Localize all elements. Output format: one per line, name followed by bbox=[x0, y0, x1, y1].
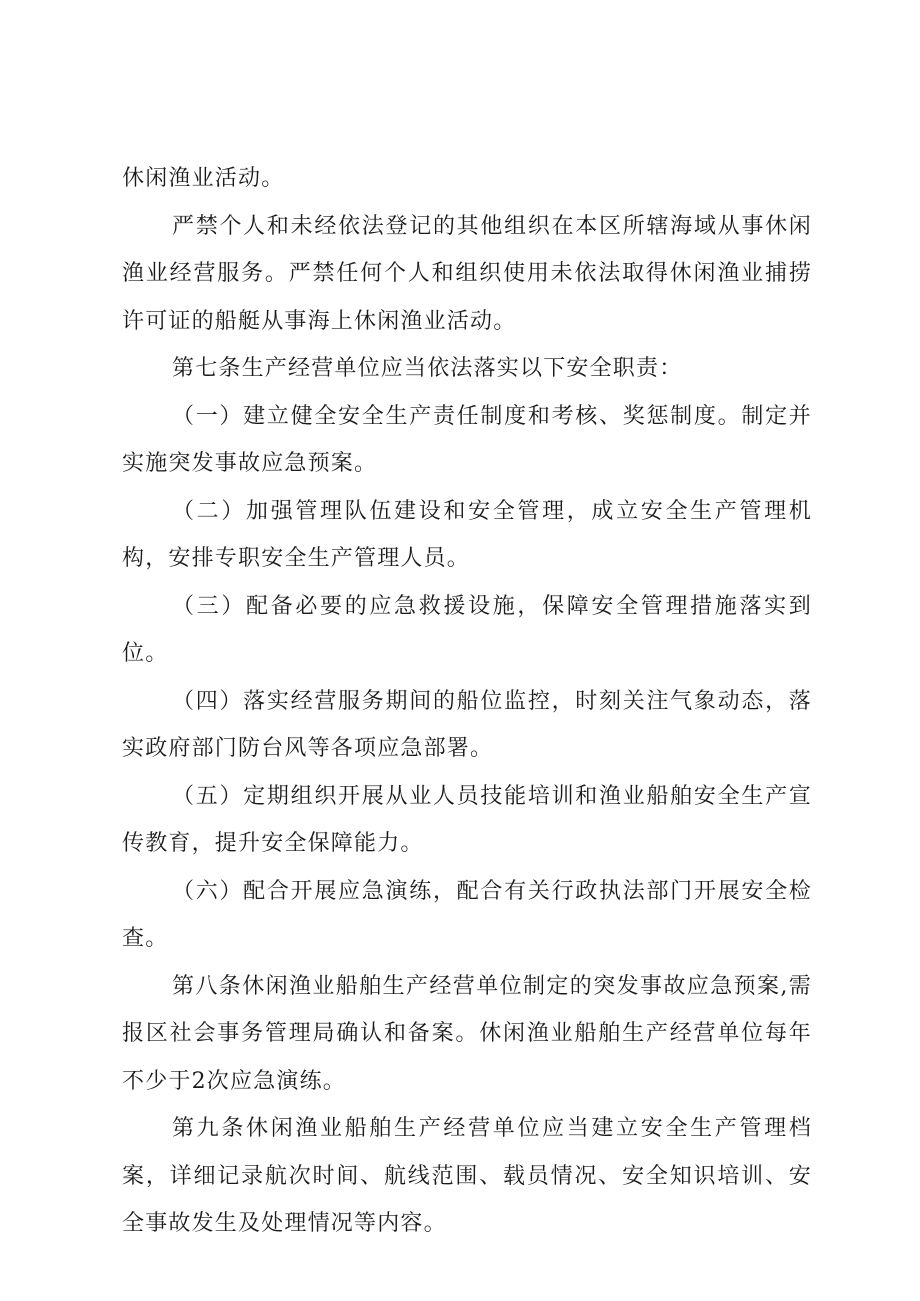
paragraph-prohibition: 严禁个人和未经依法登记的其他组织在本区所辖海域从事休闲渔业经营服务。严禁任何个人和组织使用未依法取得休闲渔业捕捞许可证的船艇从事海上休闲渔业活动。 bbox=[122, 213, 812, 334]
paragraph-item-3: （三）配备必要的应急救援设施，保障安全管理措施落实到位。 bbox=[122, 593, 812, 666]
paragraph-item-4: （四）落实经营服务期间的船位监控，时刻关注气象动态，落实政府部门防台风等各项应急部署。 bbox=[122, 688, 812, 761]
paragraph-item-6: （六）配合开展应急演练，配合有关行政执法部门开展安全检查。 bbox=[122, 878, 812, 951]
paragraph-article-7: 第七条生产经营单位应当依法落实以下安全职责： bbox=[172, 356, 683, 381]
document-body bbox=[122, 155, 812, 1248]
paragraph-item-5: （五）定期组织开展从业人员技能培训和渔业船舶安全生产宣传教育，提升安全保障能力。 bbox=[122, 783, 812, 856]
paragraph-article-9: 第九条休闲渔业船舶生产经营单位应当建立安全生产管理档案，详细记录航次时间、航线范围、载员情况、安全知识培训、安全事故发生及处理情况等内容。 bbox=[122, 1116, 812, 1236]
paragraph-item-1: （一）建立健全安全生产责任制度和考核、奖惩制度。制定并实施突发事故应急预案。 bbox=[122, 403, 812, 476]
paragraph-item-2: （二）加强管理队伍建设和安全管理，成立安全生产管理机构，安排专职安全生产管理人员。 bbox=[122, 498, 812, 571]
paragraph-article-8: 第八条休闲渔业船舶生产经营单位制定的突发事故应急预案,需报区社会事务管理局确认和备案。休闲渔业船舶生产经营单位每年不少于2次应急演练。 bbox=[122, 973, 812, 1094]
paragraph-continuation: 休闲渔业活动。 bbox=[122, 166, 285, 191]
